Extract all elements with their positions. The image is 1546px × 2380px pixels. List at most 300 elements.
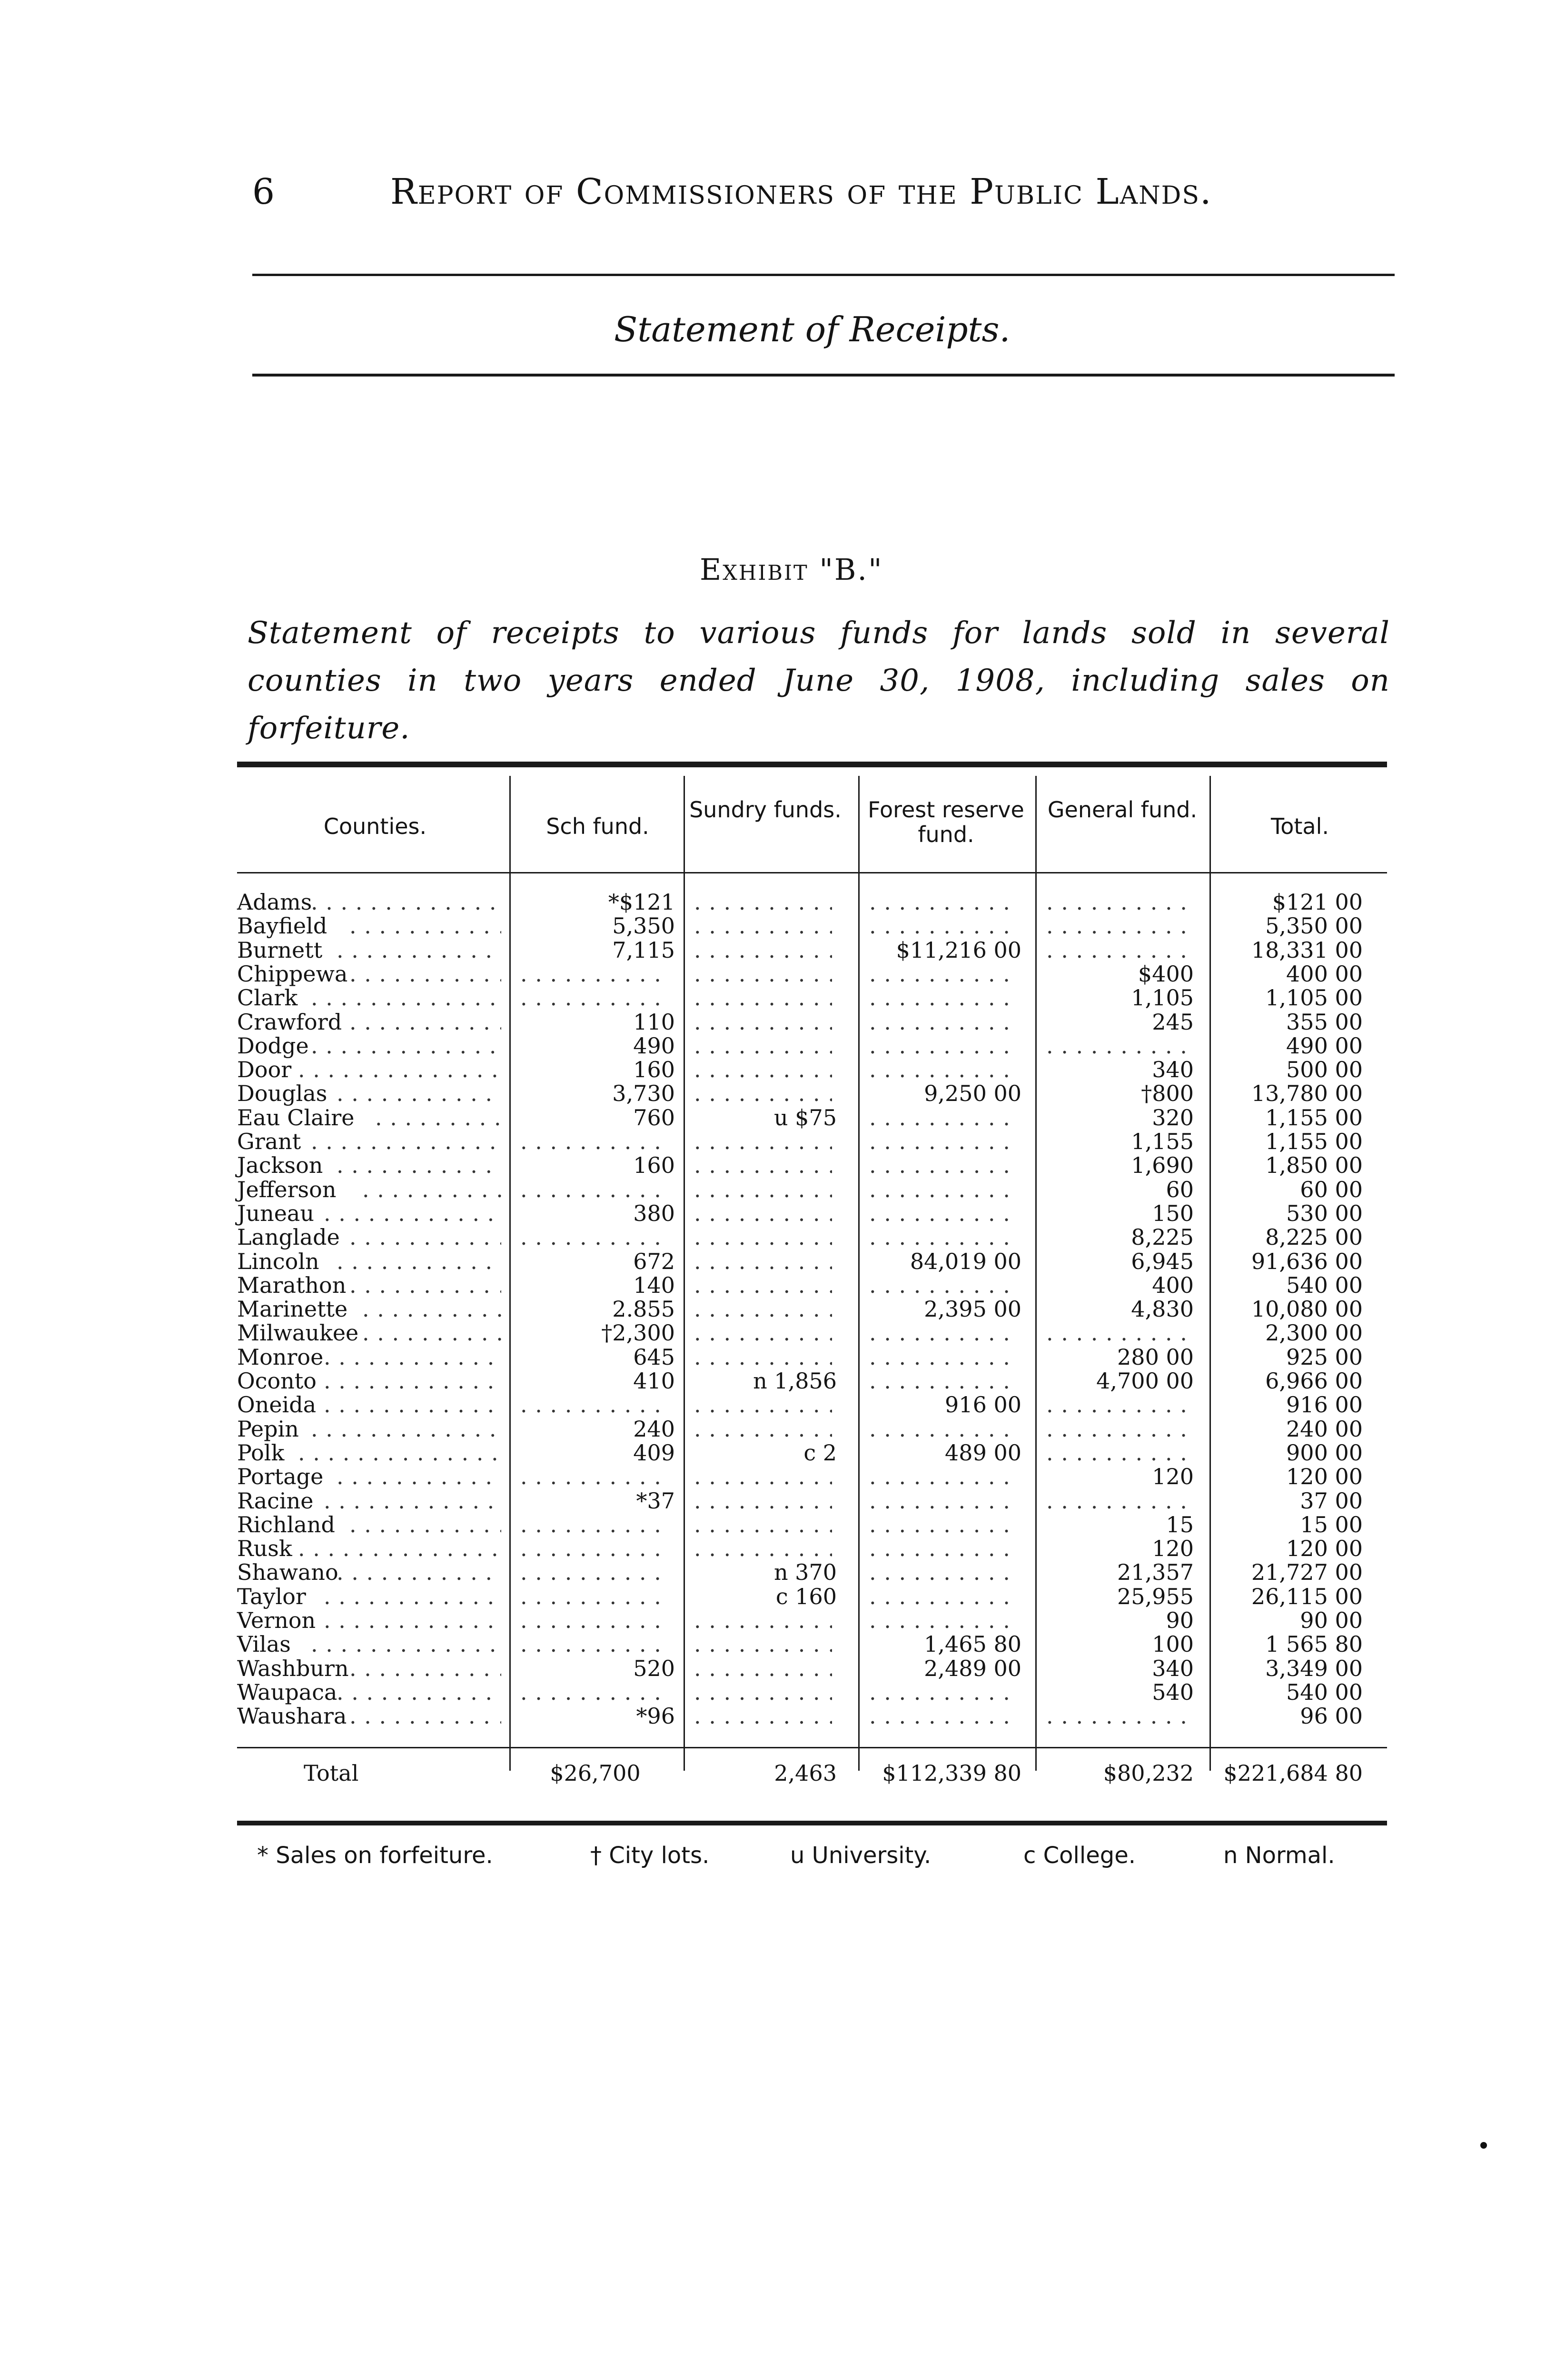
dot-leader xyxy=(324,1369,501,1393)
cell-total: 10,080 00 xyxy=(1251,1296,1363,1322)
empty-cell-leader xyxy=(1046,914,1189,938)
cell-general: 540 xyxy=(1152,1679,1194,1705)
empty-cell-leader xyxy=(520,1608,670,1632)
table-row xyxy=(237,1225,1387,1249)
cell-total: 355 00 xyxy=(1286,1009,1363,1035)
empty-cell-leader xyxy=(694,1704,832,1728)
cell-total: 6,966 00 xyxy=(1265,1368,1363,1394)
cell-school: 409 xyxy=(633,1439,675,1466)
receipts-table xyxy=(237,762,1387,1825)
empty-cell-leader xyxy=(1046,1321,1189,1345)
cell-school: 140 xyxy=(633,1272,675,1298)
cell-total: 15 00 xyxy=(1300,1511,1363,1537)
dot-leader xyxy=(298,1058,501,1081)
dot-leader xyxy=(349,1704,501,1728)
empty-cell-leader xyxy=(520,1225,670,1249)
cell-total: 1,155 00 xyxy=(1265,1129,1363,1154)
empty-cell-leader xyxy=(869,1273,1017,1297)
column-header-school-fund: Sch fund. xyxy=(546,813,649,839)
empty-cell-leader xyxy=(520,1130,670,1153)
dot-leader xyxy=(298,1537,501,1560)
cell-school: 520 xyxy=(633,1655,675,1681)
dot-leader xyxy=(362,1297,501,1321)
county-name: Total xyxy=(304,1760,359,1786)
cell-general: 4,700 00 xyxy=(1096,1368,1194,1394)
empty-cell-leader xyxy=(869,1417,1017,1441)
cell-general: $400 xyxy=(1138,961,1194,987)
column-header-counties: Counties. xyxy=(323,813,427,839)
empty-cell-leader xyxy=(520,1560,670,1584)
dot-leader xyxy=(349,1225,501,1249)
table-row xyxy=(237,1081,1387,1105)
county-name: Langlade xyxy=(237,1224,340,1250)
empty-cell-leader xyxy=(869,890,1017,914)
county-name: Pepin xyxy=(237,1416,299,1442)
county-name: Oconto xyxy=(237,1368,317,1394)
dot-leader xyxy=(337,1250,501,1273)
empty-cell-leader xyxy=(694,938,832,962)
county-name: Jefferson xyxy=(237,1176,337,1202)
cell-total: 26,115 00 xyxy=(1251,1583,1363,1609)
table-row xyxy=(237,1704,1387,1728)
table-row xyxy=(237,1393,1387,1417)
cell-forest: 916 00 xyxy=(945,1392,1021,1418)
county-name: Rusk xyxy=(237,1536,292,1562)
table-row xyxy=(237,1106,1387,1130)
header-rule-bottom xyxy=(252,374,1395,377)
empty-cell-leader xyxy=(869,1345,1017,1369)
empty-cell-leader xyxy=(520,1537,670,1560)
empty-cell-leader xyxy=(869,1680,1017,1704)
cell-total: 8,225 00 xyxy=(1265,1224,1363,1250)
cell-total: 3,349 00 xyxy=(1265,1655,1363,1681)
dot-leader xyxy=(337,1153,501,1177)
cell-total: 91,636 00 xyxy=(1251,1248,1363,1274)
empty-cell-leader xyxy=(520,1632,670,1656)
table-row xyxy=(237,1513,1387,1537)
cell-school: 645 xyxy=(633,1344,675,1370)
cell-total: 900 00 xyxy=(1286,1439,1363,1466)
cell-total: 96 00 xyxy=(1300,1703,1363,1729)
dot-leader xyxy=(324,1393,501,1417)
county-name: Marinette xyxy=(237,1296,348,1322)
dot-leader xyxy=(324,1201,501,1225)
empty-cell-leader xyxy=(520,1178,670,1201)
empty-cell-leader xyxy=(694,1537,832,1560)
empty-cell-leader xyxy=(869,1201,1017,1225)
table-row xyxy=(237,1273,1387,1297)
cell-total: $121 00 xyxy=(1272,889,1363,915)
empty-cell-leader xyxy=(520,986,670,1010)
county-name: Shawano xyxy=(237,1559,338,1586)
empty-cell-leader xyxy=(869,1585,1017,1608)
empty-cell-leader xyxy=(520,1465,670,1488)
cell-general: 340 xyxy=(1152,1057,1194,1083)
column-header-forest-reserve-fund: Forest reserve fund. xyxy=(868,797,1024,847)
empty-cell-leader xyxy=(694,962,832,986)
cell-total: 540 00 xyxy=(1286,1679,1363,1705)
empty-cell-leader xyxy=(1046,938,1189,962)
empty-cell-leader xyxy=(869,1178,1017,1201)
empty-cell-leader xyxy=(694,1273,832,1297)
empty-cell-leader xyxy=(869,1010,1017,1034)
county-name: Jackson xyxy=(237,1152,323,1179)
cell-general: 120 xyxy=(1152,1536,1194,1562)
dot-leader xyxy=(311,986,501,1010)
cell-school: 160 xyxy=(633,1057,675,1083)
table-row xyxy=(237,1560,1387,1584)
cell-forest: 84,019 00 xyxy=(910,1248,1021,1274)
county-name: Adams xyxy=(237,889,312,915)
cell-general: $80,232 xyxy=(1103,1760,1194,1786)
column-header-total: Total. xyxy=(1270,813,1329,839)
empty-cell-leader xyxy=(694,1153,832,1177)
empty-cell-leader xyxy=(520,1393,670,1417)
cell-sundry: 2,463 xyxy=(774,1760,837,1786)
cell-total: 2,300 00 xyxy=(1265,1320,1363,1346)
empty-cell-leader xyxy=(694,1178,832,1201)
cell-school: 160 xyxy=(633,1152,675,1179)
cell-general: 120 xyxy=(1152,1464,1194,1490)
empty-cell-leader xyxy=(694,1081,832,1105)
cell-general: 1,690 xyxy=(1131,1152,1194,1179)
cell-sundry: n 1,856 xyxy=(753,1368,837,1394)
empty-cell-leader xyxy=(694,1010,832,1034)
county-name: Polk xyxy=(237,1439,285,1466)
cell-total: 530 00 xyxy=(1286,1200,1363,1226)
cell-total: 120 00 xyxy=(1286,1464,1363,1490)
footnote-forfeiture: * Sales on forfeiture. xyxy=(257,1842,493,1869)
empty-cell-leader xyxy=(694,1632,832,1656)
dot-leader xyxy=(349,914,501,938)
cell-general: 60 xyxy=(1166,1176,1194,1202)
table-row xyxy=(237,1465,1387,1488)
empty-cell-leader xyxy=(694,1321,832,1345)
dot-leader xyxy=(311,1130,501,1153)
table-row xyxy=(237,1608,1387,1632)
cell-general: 1,105 xyxy=(1131,985,1194,1011)
empty-cell-leader xyxy=(520,1585,670,1608)
empty-cell-leader xyxy=(520,1513,670,1537)
dot-leader xyxy=(349,1273,501,1297)
table-row xyxy=(237,1297,1387,1321)
county-name: Milwaukee xyxy=(237,1320,359,1346)
county-name: Bayfield xyxy=(237,913,327,939)
table-row xyxy=(237,938,1387,962)
empty-cell-leader xyxy=(520,1680,670,1704)
empty-cell-leader xyxy=(1046,1704,1189,1728)
county-name: Door xyxy=(237,1057,292,1083)
cell-school: 7,115 xyxy=(612,937,675,963)
cell-forest: 9,250 00 xyxy=(924,1081,1021,1107)
cell-school: 410 xyxy=(633,1368,675,1394)
empty-cell-leader xyxy=(694,1465,832,1488)
column-header-sundry-funds: Sundry funds. xyxy=(689,797,842,823)
cell-total: 916 00 xyxy=(1286,1392,1363,1418)
cell-forest: $112,339 80 xyxy=(882,1760,1021,1786)
empty-cell-leader xyxy=(1046,1489,1189,1513)
table-row xyxy=(237,1058,1387,1081)
table-row xyxy=(237,986,1387,1010)
cell-total: 1,850 00 xyxy=(1265,1152,1363,1179)
dot-leader xyxy=(362,1178,501,1201)
cell-school: *$121 xyxy=(608,889,675,915)
footnote-college: c College. xyxy=(1023,1842,1136,1869)
dot-leader xyxy=(362,1321,501,1345)
header-rule-top xyxy=(252,274,1395,276)
cell-school: 240 xyxy=(633,1416,675,1442)
empty-cell-leader xyxy=(694,1680,832,1704)
cell-total: $221,684 80 xyxy=(1223,1760,1363,1786)
cell-total: 37 00 xyxy=(1300,1488,1363,1514)
empty-cell-leader xyxy=(1046,1441,1189,1465)
cell-forest: 2,395 00 xyxy=(924,1296,1021,1322)
table-row xyxy=(237,1034,1387,1058)
empty-cell-leader xyxy=(869,1106,1017,1130)
empty-cell-leader xyxy=(869,1704,1017,1728)
empty-cell-leader xyxy=(694,890,832,914)
table-row xyxy=(237,1201,1387,1225)
dot-leader xyxy=(349,1010,501,1034)
county-name: Washburn xyxy=(237,1655,349,1681)
county-name: Douglas xyxy=(237,1081,327,1107)
empty-cell-leader xyxy=(694,1513,832,1537)
county-name: Juneau xyxy=(237,1200,314,1226)
empty-cell-leader xyxy=(694,1393,832,1417)
total-top-rule xyxy=(237,1747,1387,1748)
county-name: Crawford xyxy=(237,1009,342,1035)
cell-general: 15 xyxy=(1166,1511,1194,1537)
empty-cell-leader xyxy=(1046,890,1189,914)
empty-cell-leader xyxy=(694,1034,832,1058)
empty-cell-leader xyxy=(869,1321,1017,1345)
table-row xyxy=(237,1537,1387,1560)
dot-leader xyxy=(311,1034,501,1058)
empty-cell-leader xyxy=(869,1465,1017,1488)
dot-leader xyxy=(324,1608,501,1632)
county-name: Clark xyxy=(237,985,298,1011)
dot-leader xyxy=(337,938,501,962)
table-row xyxy=(237,1656,1387,1680)
table-row xyxy=(237,914,1387,938)
county-name: Waupaca xyxy=(237,1679,337,1705)
dot-leader xyxy=(337,1081,501,1105)
cell-general: 150 xyxy=(1152,1200,1194,1226)
county-name: Vilas xyxy=(237,1631,291,1657)
cell-forest: 489 00 xyxy=(945,1439,1021,1466)
table-row xyxy=(237,1632,1387,1656)
cell-general: 245 xyxy=(1152,1009,1194,1035)
county-name: Monroe xyxy=(237,1344,324,1370)
footnote-university: u University. xyxy=(790,1842,932,1869)
cell-school: *96 xyxy=(636,1703,675,1729)
section-title: Statement of Receipts. xyxy=(614,309,1011,349)
cell-school: 672 xyxy=(633,1248,675,1274)
footnote-normal: n Normal. xyxy=(1223,1842,1335,1869)
table-row xyxy=(237,1178,1387,1201)
table-row xyxy=(237,962,1387,986)
cell-sundry: c 2 xyxy=(803,1439,837,1466)
cell-school: 5,350 xyxy=(612,913,675,939)
table-row xyxy=(237,1010,1387,1034)
table-row xyxy=(237,1250,1387,1273)
empty-cell-leader xyxy=(694,1201,832,1225)
cell-general: 21,357 xyxy=(1117,1559,1194,1586)
cell-sundry: u $75 xyxy=(773,1104,837,1130)
page-number: 6 xyxy=(252,171,276,212)
running-head: Report of Commissioners of the Public Lands. xyxy=(390,171,1212,212)
cell-total: 1,155 00 xyxy=(1265,1104,1363,1130)
table-row xyxy=(237,1345,1387,1369)
cell-general: 90 xyxy=(1166,1607,1194,1633)
empty-cell-leader xyxy=(869,1369,1017,1393)
cell-general: 100 xyxy=(1152,1631,1194,1657)
empty-cell-leader xyxy=(694,914,832,938)
table-row xyxy=(237,1585,1387,1608)
table-row xyxy=(237,890,1387,914)
empty-cell-leader xyxy=(520,962,670,986)
empty-cell-leader xyxy=(869,1513,1017,1537)
cell-general: 8,225 xyxy=(1131,1224,1194,1250)
dot-leader xyxy=(324,1585,501,1608)
column-header-general-fund: General fund. xyxy=(1047,797,1198,823)
table-row xyxy=(237,1130,1387,1153)
dot-leader xyxy=(337,1465,501,1488)
empty-cell-leader xyxy=(869,1560,1017,1584)
empty-cell-leader xyxy=(869,986,1017,1010)
county-name: Taylor xyxy=(237,1583,306,1609)
cell-total: 490 00 xyxy=(1286,1032,1363,1059)
dot-leader xyxy=(324,1345,501,1369)
exhibit-title: Exhibit "B." xyxy=(700,552,883,587)
cell-forest: 2,489 00 xyxy=(924,1655,1021,1681)
empty-cell-leader xyxy=(869,1130,1017,1153)
empty-cell-leader xyxy=(1046,1417,1189,1441)
cell-general: 4,830 xyxy=(1131,1296,1194,1322)
empty-cell-leader xyxy=(694,1489,832,1513)
cell-total: 1 565 80 xyxy=(1265,1631,1363,1657)
table-row xyxy=(237,1441,1387,1465)
empty-cell-leader xyxy=(869,914,1017,938)
dot-leader xyxy=(311,890,501,914)
table-row xyxy=(237,1417,1387,1441)
cell-general: 320 xyxy=(1152,1104,1194,1130)
cell-school: $26,700 xyxy=(550,1760,641,1786)
dot-leader xyxy=(375,1106,501,1130)
empty-cell-leader xyxy=(694,1608,832,1632)
county-name: Marathon xyxy=(237,1272,347,1298)
cell-sundry: n 370 xyxy=(773,1559,837,1586)
table-row xyxy=(237,1489,1387,1513)
county-name: Racine xyxy=(237,1488,314,1514)
table-row xyxy=(237,1153,1387,1177)
cell-total: 18,331 00 xyxy=(1251,937,1363,963)
dot-leader xyxy=(337,1680,501,1704)
empty-cell-leader xyxy=(869,1153,1017,1177)
county-name: Portage xyxy=(237,1464,324,1490)
footnote-city-lots: † City lots. xyxy=(590,1842,710,1869)
empty-cell-leader xyxy=(869,1489,1017,1513)
margin-speck xyxy=(1480,2142,1487,2149)
empty-cell-leader xyxy=(1046,1034,1189,1058)
empty-cell-leader xyxy=(694,1297,832,1321)
cell-school: 380 xyxy=(633,1200,675,1226)
dot-leader xyxy=(349,1656,501,1680)
cell-general: 400 xyxy=(1152,1272,1194,1298)
county-name: Lincoln xyxy=(237,1248,319,1274)
empty-cell-leader xyxy=(869,1058,1017,1081)
cell-school: *37 xyxy=(636,1488,675,1514)
county-name: Burnett xyxy=(237,937,323,963)
county-name: Oneida xyxy=(237,1392,317,1418)
empty-cell-leader xyxy=(694,1130,832,1153)
empty-cell-leader xyxy=(1046,1393,1189,1417)
cell-school: 760 xyxy=(633,1104,675,1130)
cell-general: 340 xyxy=(1152,1655,1194,1681)
table-caption: Statement of receipts to various funds for lands sold in several counties in two years ended June 30, 1908, including sales on forfeiture. xyxy=(248,615,1390,746)
county-name: Eau Claire xyxy=(237,1104,355,1130)
empty-cell-leader xyxy=(694,1656,832,1680)
cell-general: 6,945 xyxy=(1131,1248,1194,1274)
table-top-rule xyxy=(237,762,1387,767)
county-name: Grant xyxy=(237,1129,301,1154)
dot-leader xyxy=(298,1441,501,1465)
empty-cell-leader xyxy=(869,1225,1017,1249)
cell-general: 1,155 xyxy=(1131,1129,1194,1154)
table-row xyxy=(237,1321,1387,1345)
dot-leader xyxy=(337,1560,501,1584)
cell-total: 5,350 00 xyxy=(1265,913,1363,939)
county-name: Dodge xyxy=(237,1032,309,1059)
cell-total: 400 00 xyxy=(1286,961,1363,987)
county-name: Chippewa xyxy=(237,961,348,987)
cell-total: 500 00 xyxy=(1286,1057,1363,1083)
table-row xyxy=(237,1680,1387,1704)
empty-cell-leader xyxy=(694,1058,832,1081)
empty-cell-leader xyxy=(694,1250,832,1273)
cell-general: †800 xyxy=(1141,1081,1194,1107)
cell-school: 490 xyxy=(633,1032,675,1059)
dot-leader xyxy=(349,1513,501,1537)
county-name: Vernon xyxy=(237,1607,316,1633)
empty-cell-leader xyxy=(869,1608,1017,1632)
cell-school: 110 xyxy=(633,1009,675,1035)
header-bottom-rule xyxy=(237,872,1387,873)
empty-cell-leader xyxy=(694,1345,832,1369)
table-row xyxy=(237,1369,1387,1393)
cell-school: 3,730 xyxy=(612,1081,675,1107)
dot-leader xyxy=(311,1417,501,1441)
cell-total: 240 00 xyxy=(1286,1416,1363,1442)
cell-general: 280 00 xyxy=(1117,1344,1194,1370)
cell-sundry: c 160 xyxy=(775,1583,837,1609)
table-bottom-rule xyxy=(237,1821,1387,1825)
cell-total: 13,780 00 xyxy=(1251,1081,1363,1107)
cell-total: 1,105 00 xyxy=(1265,985,1363,1011)
empty-cell-leader xyxy=(694,1417,832,1441)
dot-leader xyxy=(349,962,501,986)
cell-total: 21,727 00 xyxy=(1251,1559,1363,1586)
cell-total: 925 00 xyxy=(1286,1344,1363,1370)
cell-total: 540 00 xyxy=(1286,1272,1363,1298)
dot-leader xyxy=(324,1489,501,1513)
cell-forest: 1,465 80 xyxy=(924,1631,1021,1657)
cell-total: 90 00 xyxy=(1300,1607,1363,1633)
cell-forest: $11,216 00 xyxy=(896,937,1021,963)
empty-cell-leader xyxy=(869,1034,1017,1058)
cell-school: †2,300 xyxy=(601,1320,675,1346)
empty-cell-leader xyxy=(694,986,832,1010)
